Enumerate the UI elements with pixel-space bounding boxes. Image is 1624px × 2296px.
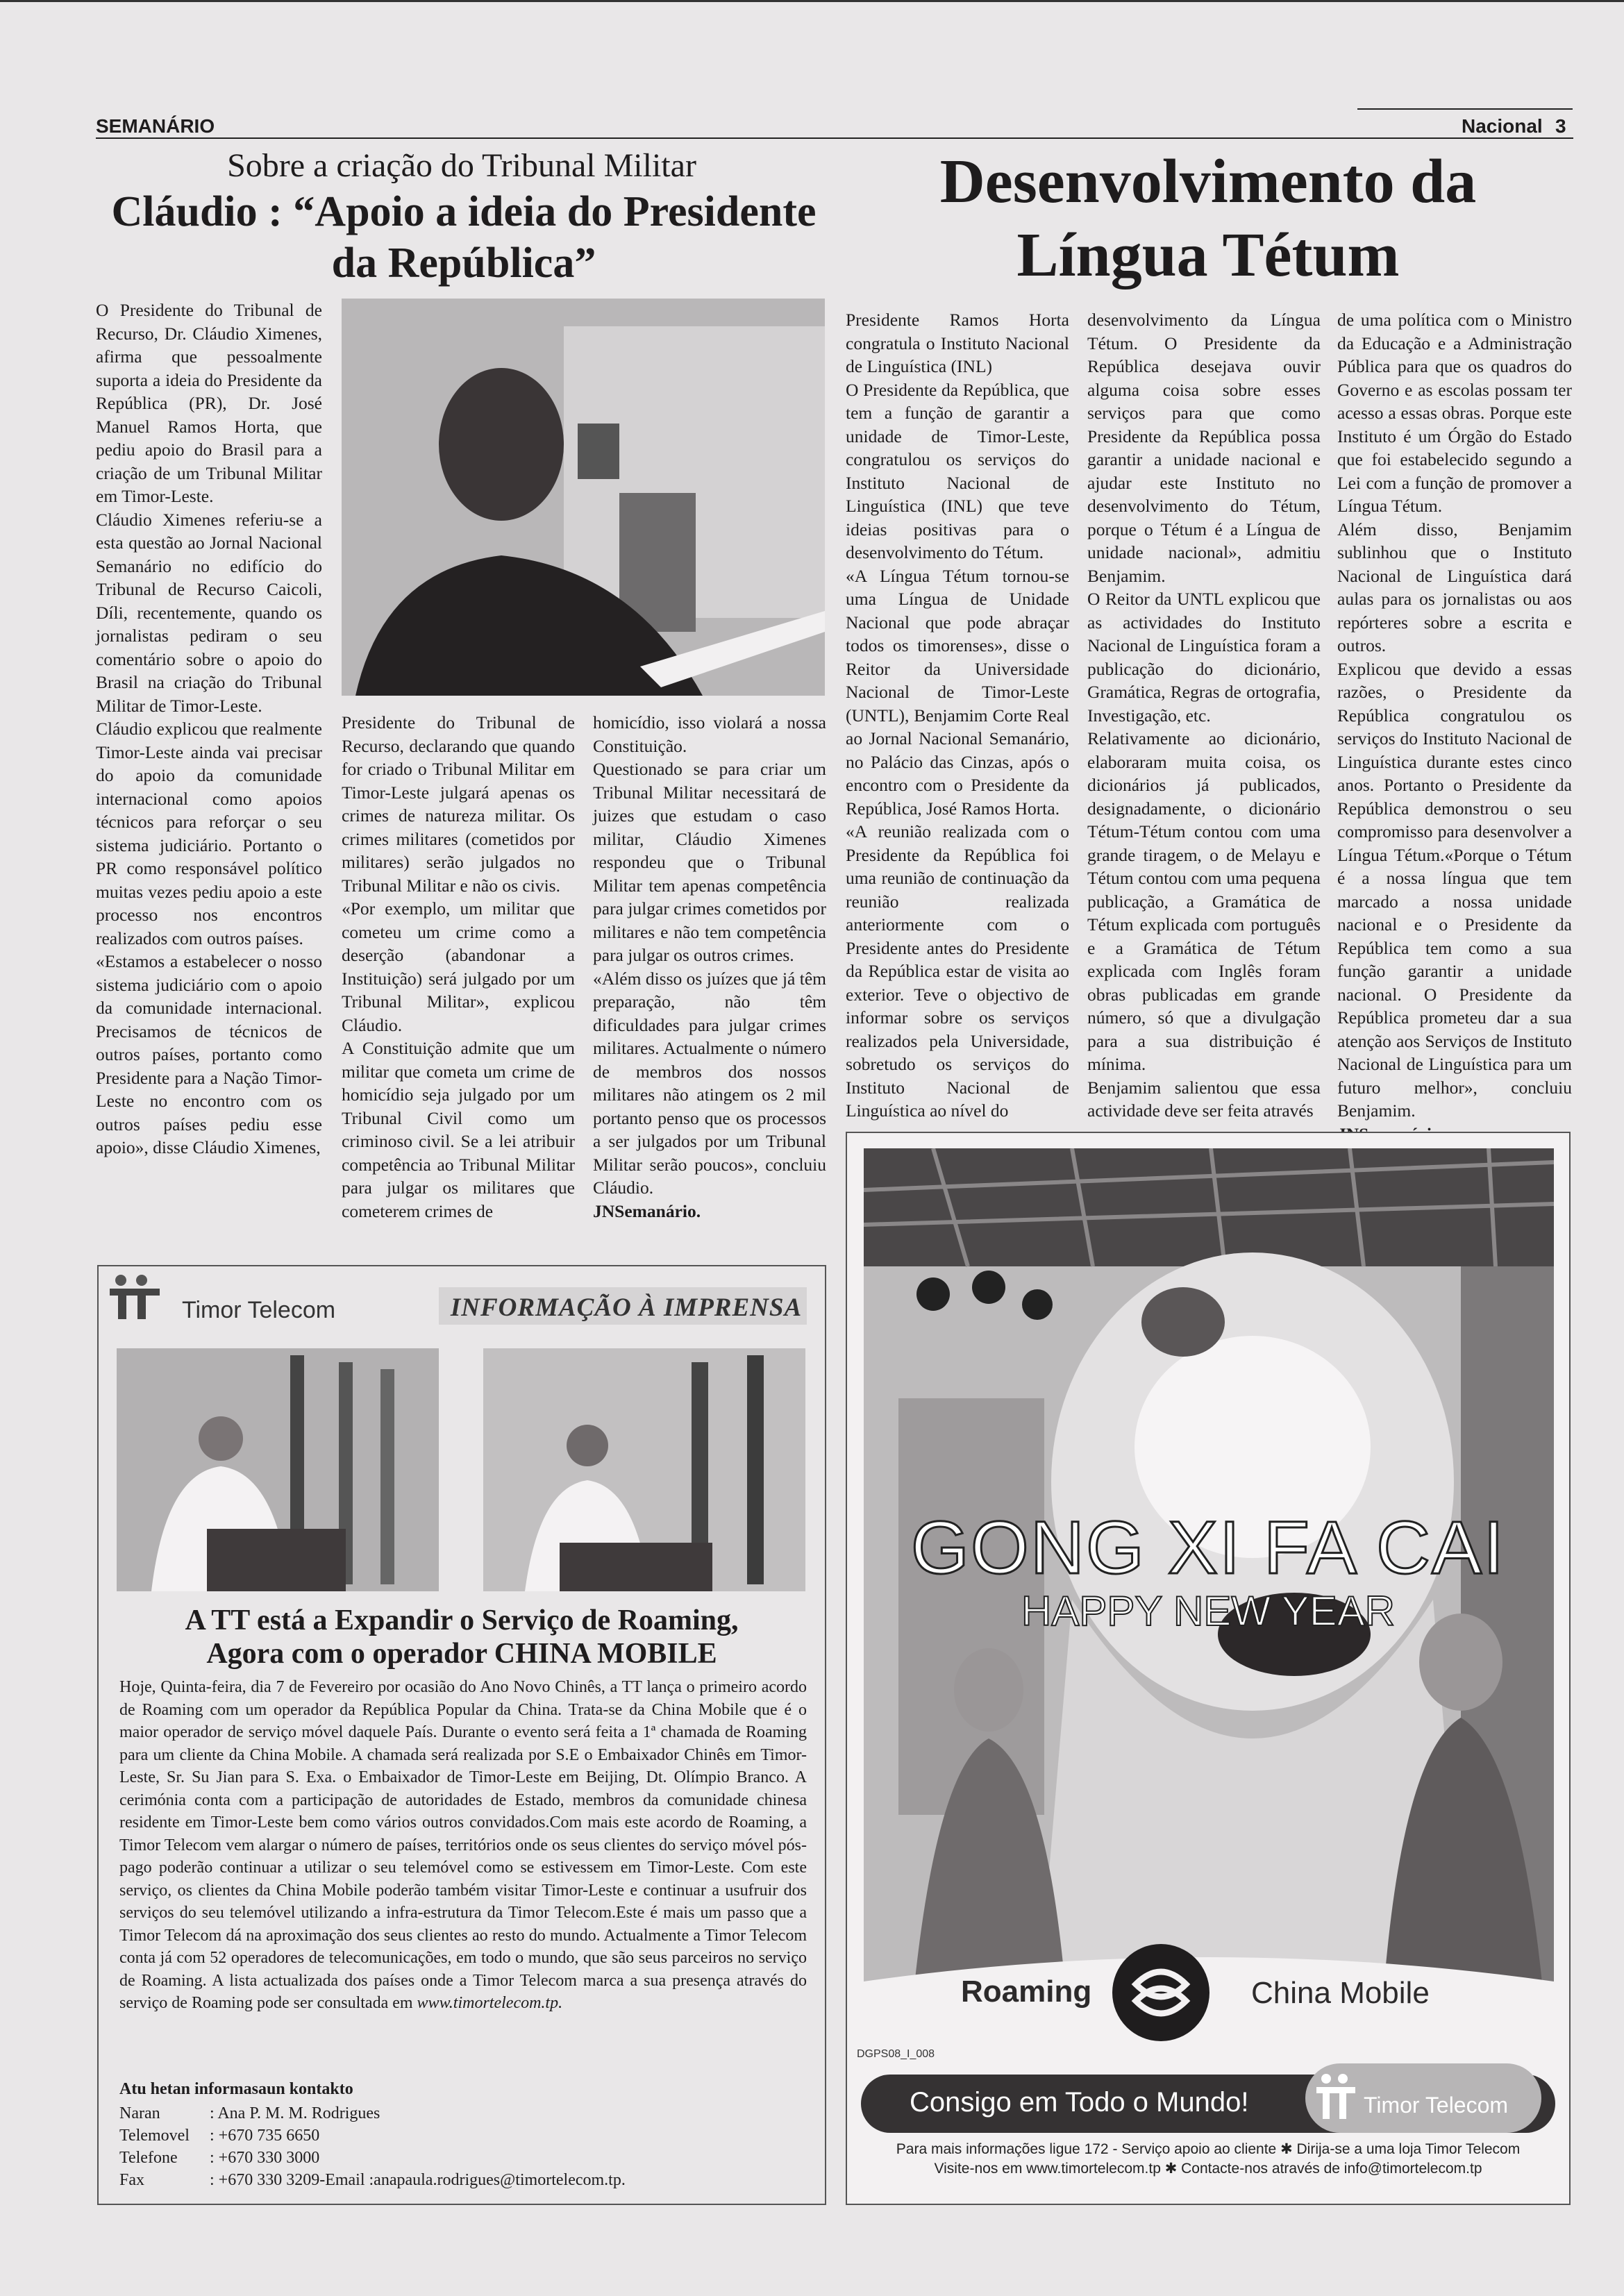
advert-subheadline: HAPPY NEW YEAR <box>1021 1588 1395 1634</box>
press-photo-right <box>483 1348 805 1591</box>
paragraph: A Constituição admite que um militar que cometa um crime de homicídio seja julgado por um Tribunal Civil como um criminoso civil. Se a lei atribuir competência ao Tribunal Militar para julgar os militares que cometerem crimes de <box>342 1038 575 1221</box>
paragraph: O Reitor da UNTL explicou que as actividades do Instituto Nacional de Linguística foram a publicação do dicionário, Gramática, Regras de ortografia, Investigação, etc. <box>1087 589 1321 726</box>
paragraph: homicídio, isso violará a nossa Constituição. <box>593 712 826 756</box>
article-kicker: Sobre a criação do Tribunal Militar <box>227 147 696 184</box>
press-brand: Timor Telecom <box>182 1297 336 1323</box>
right-headline-line2: Língua Tétum <box>1016 221 1400 290</box>
left-article-column-1 <box>96 299 322 1159</box>
advert-code: DGPS08_I_008 <box>857 2048 935 2060</box>
paragraph: desenvolvimento da Língua Tétum. O Presidente da República desejava ouvir alguma coisa sobre esses serviços para que como Presidente da República possa garantir a unidade nacional e ajudar este Instituto no desenvolvimento do Tétum, porque o Tétum é a Língua de unidade nacional», admitiu Benjamim. <box>1087 310 1321 586</box>
paragraph: «Estamos a estabelecer o nosso sistema judiciário com o apoio da comunidade internacional. Precisamos de técnicos de outros países, portanto como Presidente para a Nação Timor-Leste no encontro com os outros países pediu esse apoio», disse Cláudio Ximenes, <box>96 951 322 1157</box>
press-headline-line2: Agora com o operador CHINA MOBILE <box>206 1638 717 1670</box>
paragraph: «A Língua Tétum tornou-se uma Língua de Unidade Nacional que pode abraçar todos os timorenses», disse o Reitor da Universidade Nacional de Timor-Leste (UNTL), Benjamim Corte Real ao Jornal Nacional Semanário, no Palácio das Cinzas, após o encontro com o Presidente da República, José Ramos Horta. <box>846 565 1069 819</box>
contact-row: Telefone : +670 330 3000 <box>119 2149 320 2167</box>
right-headline-line1: Desenvolvimento da <box>939 147 1477 216</box>
timor-telecom-logo-icon <box>1316 2073 1358 2122</box>
paragraph: Além disso, Benjamim sublinhou que o Instituto Nacional de Linguística dará aulas para os jornalistas ou aos repórteres sobre a escrita e outros. <box>1337 519 1572 655</box>
contact-list <box>119 2102 807 2191</box>
paragraph: «Por exemplo, um militar que cometeu um crime como a deserção (abandonar a Instituição) será julgado por um Tribunal Militar», explicou Cláudio. <box>342 898 575 1035</box>
right-article-column-1 <box>846 308 1069 1123</box>
advert-tagline: Consigo em Todo o Mundo! <box>910 2087 1249 2118</box>
advert-footer-line2: Visite-nos em www.timortelecom.tp ✱ Contacte-nos através de info@timortelecom.tp <box>934 2161 1482 2177</box>
paragraph: Cláudio Ximenes referiu-se a esta questão ao Jornal Nacional Semanário no edifício do Tribunal de Recurso Caicoli, Díli, recentemente, quando os jornalistas pediram o seu comentário sobre o apoio do Brasil na criação do Tribunal Militar de Timor-Leste. <box>96 509 322 716</box>
publication-name: SEMANÁRIO <box>96 115 215 137</box>
press-body <box>119 1676 807 2015</box>
paragraph: Relativamente ao dicionário, elaboraram muita coisa, os dicionários já publicados, designadamente, o dicionário Tétum-Tétum contou com uma grande tiragem, o de Melayu e Tétum contou com uma pequena publicação, a Gramática de Tétum explicada com português e a Gramática de Tétum explicada com Inglês foram obras publicadas em grande número, só que a divulgação para a sua distribuição é mínima. <box>1087 728 1321 1074</box>
timor-telecom-logo-icon <box>108 1273 164 1322</box>
advert-brand: Timor Telecom <box>1364 2093 1509 2118</box>
advert-operator-name: China Mobile <box>1251 1976 1430 2010</box>
page-number: 3 <box>1555 115 1566 137</box>
paragraph: Presidente Ramos Horta congratula o Instituto Nacional de Linguística (INL) <box>846 310 1069 376</box>
press-release-box <box>97 1265 826 2205</box>
header-rule-right <box>1357 108 1573 110</box>
china-mobile-advert <box>846 1132 1571 2205</box>
paragraph: Cláudio explicou que realmente Timor-Leste ainda vai precisar do apoio da comunidade internacional como apoios técnicos para reforçar o seu sistema judiciário. Portanto o PR como responsável político muitas vezes pediu apoio a este processo nos encontros realizados com outros países. <box>96 719 322 948</box>
press-body-text: Hoje, Quinta-feira, dia 7 de Fevereiro por ocasião do Ano Novo Chinês, a TT lança o primeiro acordo de Roaming com um operador da República Popular da China. Trata-se da China Mobile que é o maior operador de serviço móvel daquele País. Durante o evento será feita a 1ª chamada de Roaming para um cliente da China Mobile. A chamada será realizada por S.E o Embaixador Chinês em Timor-Leste, Sr. Su Jian para S. Exa. o Embaixador de Timor-Leste em Beijing, Dt. Olímpio Branco. A cerimónia conta com a participação de autoridades de Estado, membros da comunidade chinesa residente em Timor-Leste bem como vários outros convidados.Com mais este acordo de Roaming, a Timor Telecom vem alargar o número de países, territórios onde os seus clientes do serviço móvel pós-pago poderão continuar a utilizar o seu telemóvel como se estivessem em Timor-Leste. Com este serviço, os clientes da China Mobile poderão também visitar Timor-Leste e continuar a usufruir dos serviços do seu telemóvel utilizando a infra-estrutura da Timor Telecom.Este é mais um passo que a Timor Telecom dá na aproximação dos seus clientes ao resto do mundo. Actualmente a Timor Telecom conta já com 52 operadores de telecomunicações, em todo o mundo, que são seus parceiros no serviço de Roaming. A lista actualizada dos países onde a Timor Telecom marca a sua presença através do serviço de Roaming pode ser consultada em <box>119 1678 807 2012</box>
left-article-column-3 <box>593 711 826 1223</box>
header-rule <box>96 137 1573 139</box>
press-photo-left <box>117 1348 439 1591</box>
portrait-photo <box>342 299 825 696</box>
china-mobile-logo-icon <box>1111 1943 1211 2043</box>
paragraph: Benjamim salientou que essa actividade deve ser feita através <box>1087 1077 1321 1121</box>
right-article-column-2 <box>1087 308 1321 1123</box>
contact-row: Fax : +670 330 3209-Email :anapaula.rodrigues@timortelecom.tp. <box>119 2171 626 2189</box>
section-name: Nacional <box>1462 115 1543 137</box>
paragraph: «A reunião realizada com o Presidente da República foi uma reunião de continuação da reunião realizada anteriormente com o Presidente antes do Presidente da República estar de visita ao exterior. Teve o objectivo de informar sobre os serviços realizados pela Universidade, sobretudo os serviços do Instituto Nacional de Linguística ao nível do <box>846 821 1069 1121</box>
advert-roaming-label: Roaming <box>961 1975 1092 2009</box>
article-headline-line2: da República” <box>331 240 596 287</box>
contact-row: Telemovel : +670 735 6650 <box>119 2127 320 2145</box>
contact-row: Naran : Ana P. M. M. Rodrigues <box>119 2104 380 2122</box>
paragraph: Presidente do Tribunal de Recurso, declarando que quando for criado o Tribunal Militar em Timor-Leste julgará apenas os crimes de natureza militar. Os crimes militares (cometidos por militares) serão julgados no Tribunal Militar e não os civis. <box>342 712 575 896</box>
top-edge-line <box>0 0 1624 2</box>
contact-title: Atu hetan informasaun kontakto <box>119 2080 353 2098</box>
paragraph: «Além disso os juízes que já têm preparação, não têm dificuldades para julgar crimes militares. Actualmente o número de membros dos nossos militares não atingem os 2 mil portanto penso que os processos a ser julgados por um Tribunal Militar serão poucos», concluiu Cláudio. <box>593 968 826 1198</box>
article-headline-line1: Cláudio : “Apoio a ideia do Presidente <box>111 188 817 235</box>
right-article-column-3 <box>1337 308 1572 1146</box>
press-body-link[interactable]: www.timortelecom.tp. <box>417 1994 563 2012</box>
left-article-column-2 <box>342 711 575 1223</box>
press-headline-line1: A TT está a Expandir o Serviço de Roaming, <box>185 1604 739 1636</box>
paragraph: O Presidente do Tribunal de Recurso, Dr. Cláudio Ximenes, afirma que pessoalmente suporta a ideia do Presidente da República (PR), Dr. José Manuel Ramos Horta, que pediu apoio do Brasil para a criação de um Tribunal Militar em Timor-Leste. <box>96 300 322 506</box>
paragraph: Explicou que devido a essas razões, o Presidente da República congratulou os serviços do Instituto Nacional de Linguística durante estes cinco anos. Portanto o Presidente da República demonstrou o seu compromisso para desenvolver a Língua Tétum.«Porque o Tétum é a nossa língua que tem marcado a nossa unidade nacional e o Presidente da República tem como a sua função garantir a unidade nacional. O Presidente da República prometeu dar a sua atenção aos Serviços de Instituto Nacional de Linguística para um futuro melhor», concluiu Benjamim. <box>1337 658 1572 1121</box>
advert-headline: GONG XI FA CAI <box>910 1505 1506 1589</box>
paragraph: de uma política com o Ministro da Educação e a Administração Pública para que os quadros do Governo e as escolas possam ter acesso a essas obras. Porque este Instituto é um Órgão do Estado que foi estabelecido segundo a Lei com a função de promover a Língua Tétum. <box>1337 310 1572 516</box>
press-banner-text: INFORMAÇÃO À IMPRENSA <box>450 1293 803 1322</box>
advert-footer-line1: Para mais informações ligue 172 - Serviço apoio ao cliente ✱ Dirija-se a uma loja Timor Telecom <box>896 2141 1521 2157</box>
paragraph: Questionado se para criar um Tribunal Militar necessitará de juizes que estudam o caso militar, Cláudio Ximenes respondeu que o Tribunal Militar tem apenas competência para julgar crimes cometidos por militares e não tem competência para julgar os outros crimes. <box>593 759 826 965</box>
paragraph: O Presidente da República, que tem a função de garantir a unidade de Timor-Leste, congratulou os serviços do Instituto Nacional de Linguística (INL) que teve ideias positivas para o desenvolvimento do Tétum. <box>846 379 1069 562</box>
byline: JNSemanário. <box>593 1200 701 1221</box>
